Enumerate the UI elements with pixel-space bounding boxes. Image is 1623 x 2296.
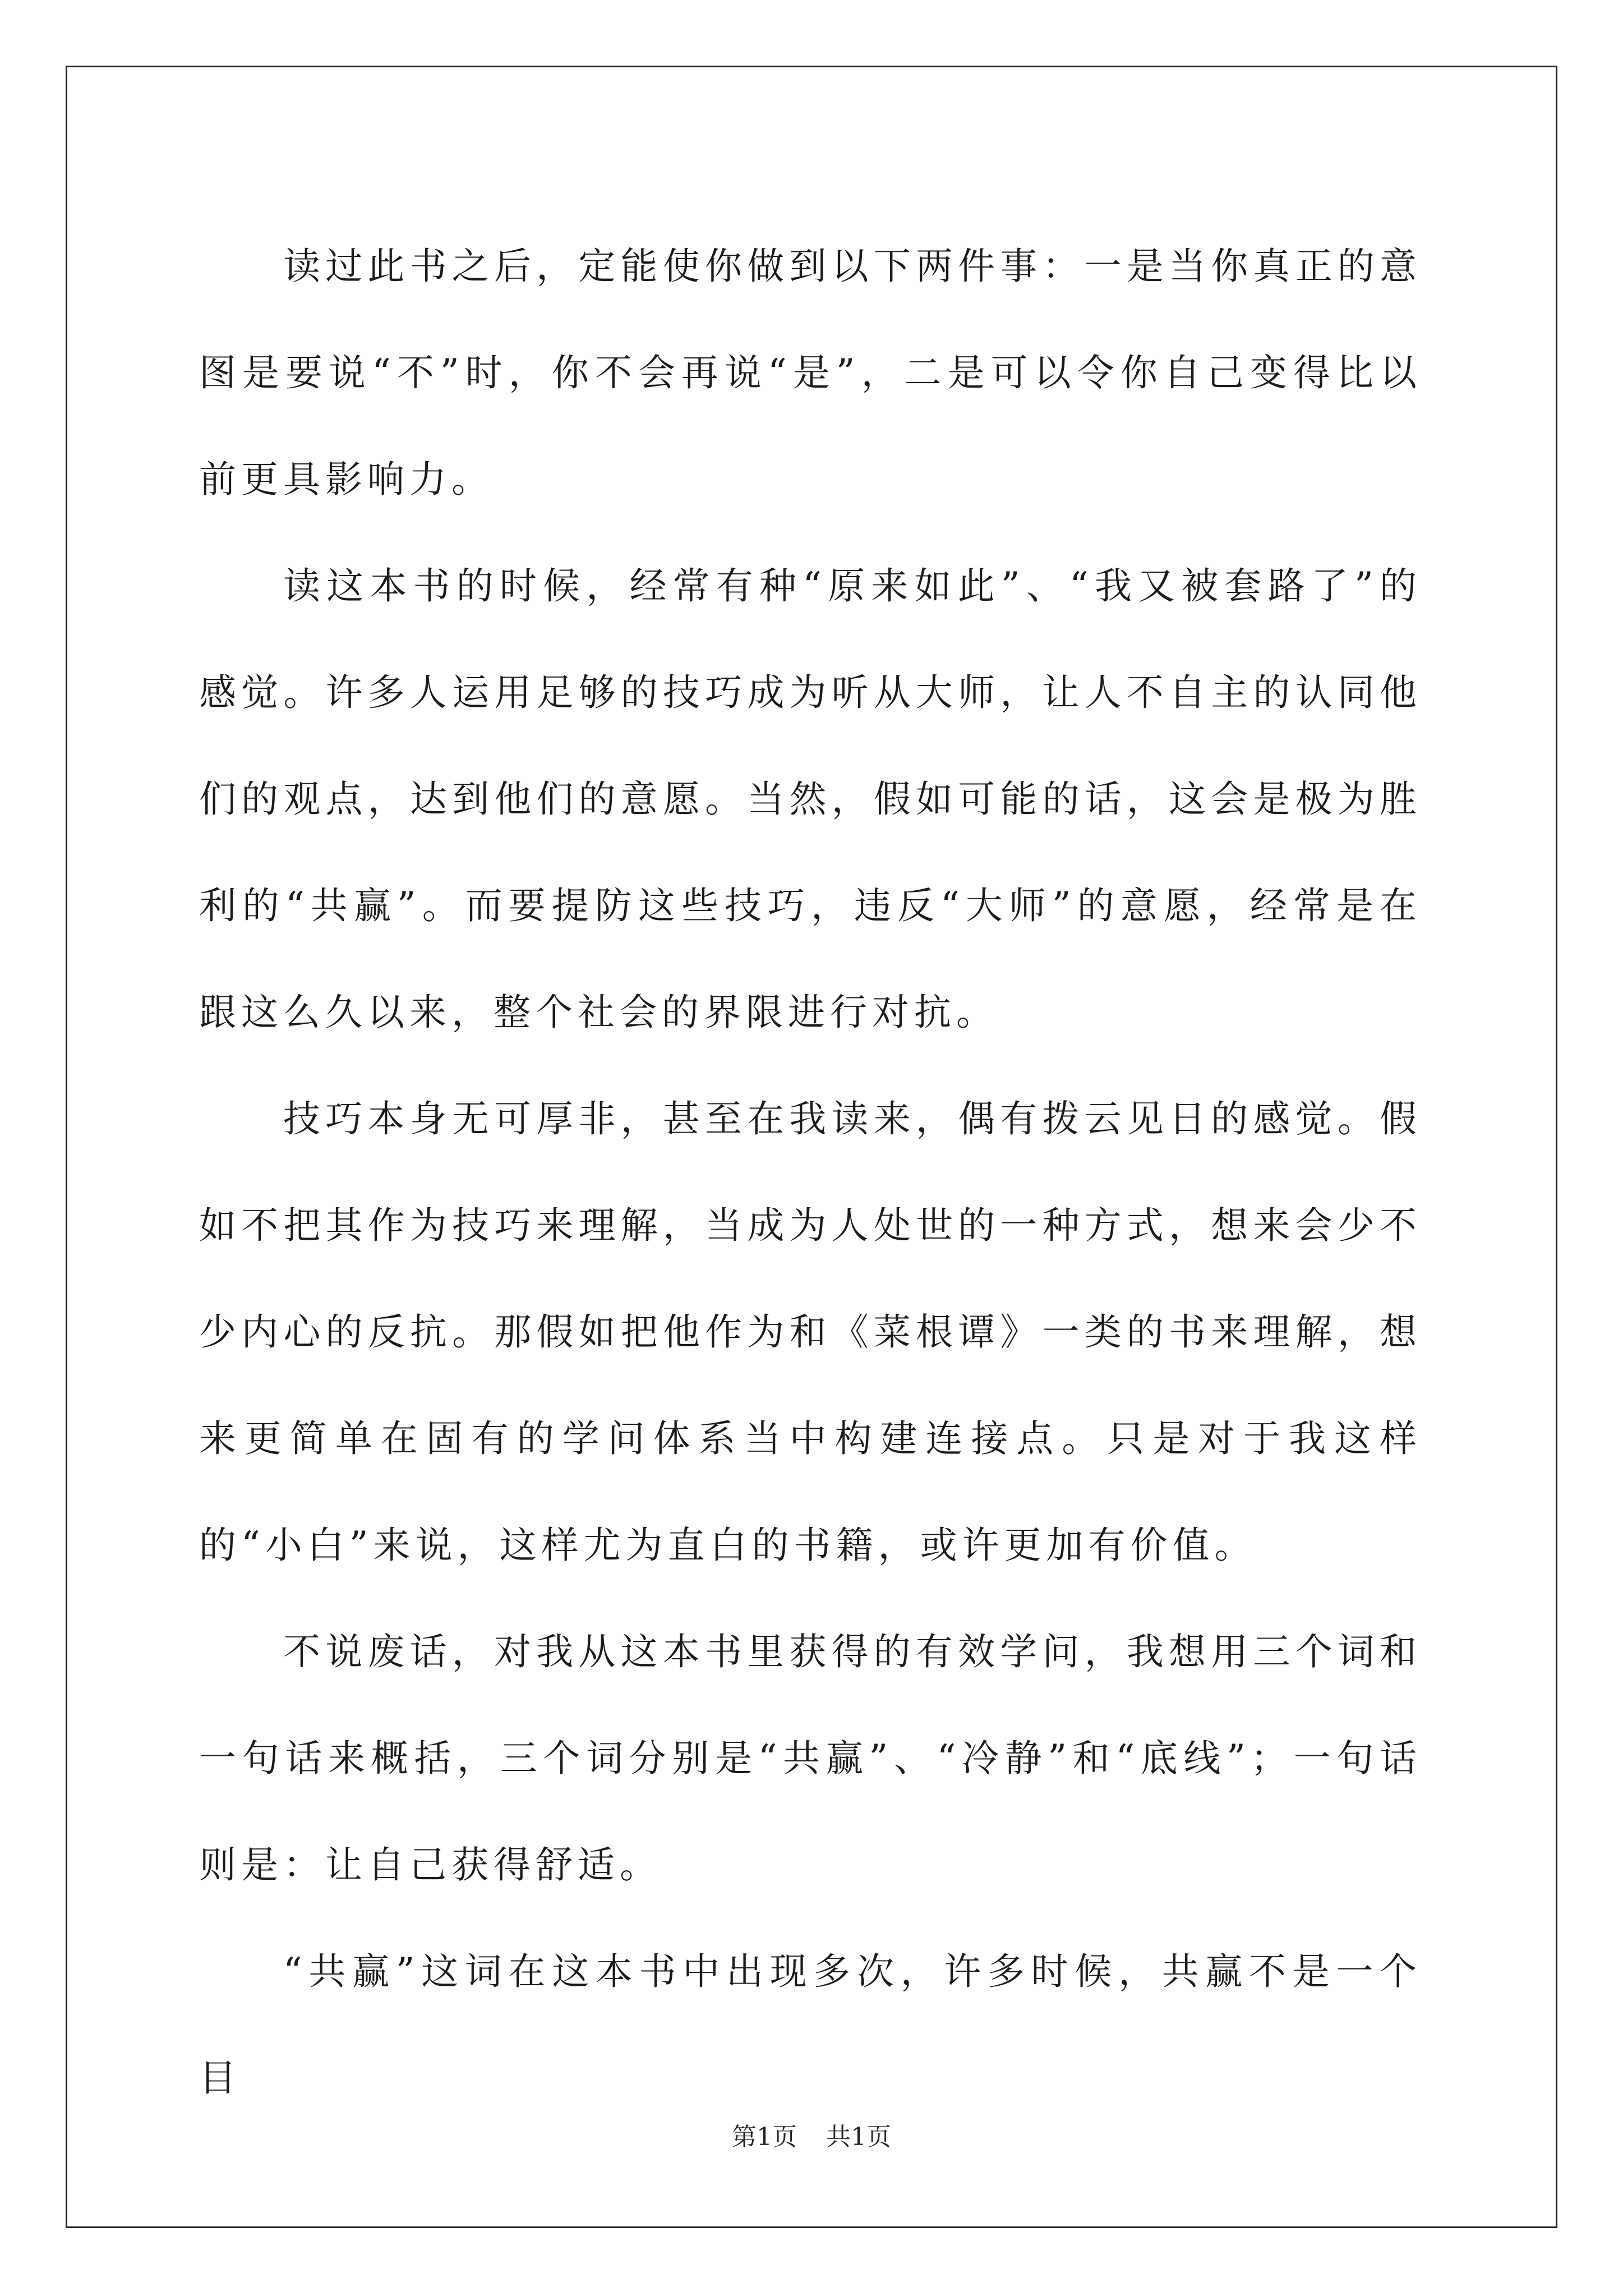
paragraph-2: 读这本书的时候，经常有种“原来如此”、“我又被套路了”的感觉。许多人运用足够的技巧成为听从大师，让人不自主的认同他们的观点，达到他们的意愿。当然，假如可能的话，这会是极为胜利的“共赢”。而要提防这些技巧，违反“大师”的意愿，经常是在跟这么久以来，整个社会的界限进行对抗。 bbox=[199, 564, 1422, 1034]
paragraph-5: “共赢”这词在这本书中出现多次，许多时候，共赢不是一个目 bbox=[199, 1950, 1422, 2100]
paragraph-4: 不说废话，对我从这本书里获得的有效学问，我想用三个词和一句话来概括，三个词分别是“共赢”、“冷静”和“底线”；一句话则是：让自己获得舒适。 bbox=[199, 1630, 1422, 1887]
page-number: 第1页 bbox=[732, 2123, 797, 2151]
document-body bbox=[199, 213, 1422, 2132]
page-footer bbox=[0, 2120, 1623, 2154]
paragraph-3: 技巧本身无可厚非，甚至在我读来，偶有拨云见日的感觉。假如不把其作为技巧来理解，当成为人处世的一种方式，想来会少不少内心的反抗。那假如把他作为和《菜根谭》一类的书来理解，想来更简单在固有的学问体系当中构建连接点。只是对于我这样的“小白”来说，这样尤为直白的书籍，或许更加有价值。 bbox=[199, 1097, 1422, 1567]
paragraph-1: 读过此书之后，定能使你做到以下两件事：一是当你真正的意图是要说“不”时，你不会再说“是”，二是可以令你自己变得比以前更具影响力。 bbox=[199, 245, 1422, 501]
page-total: 共1页 bbox=[826, 2123, 891, 2151]
